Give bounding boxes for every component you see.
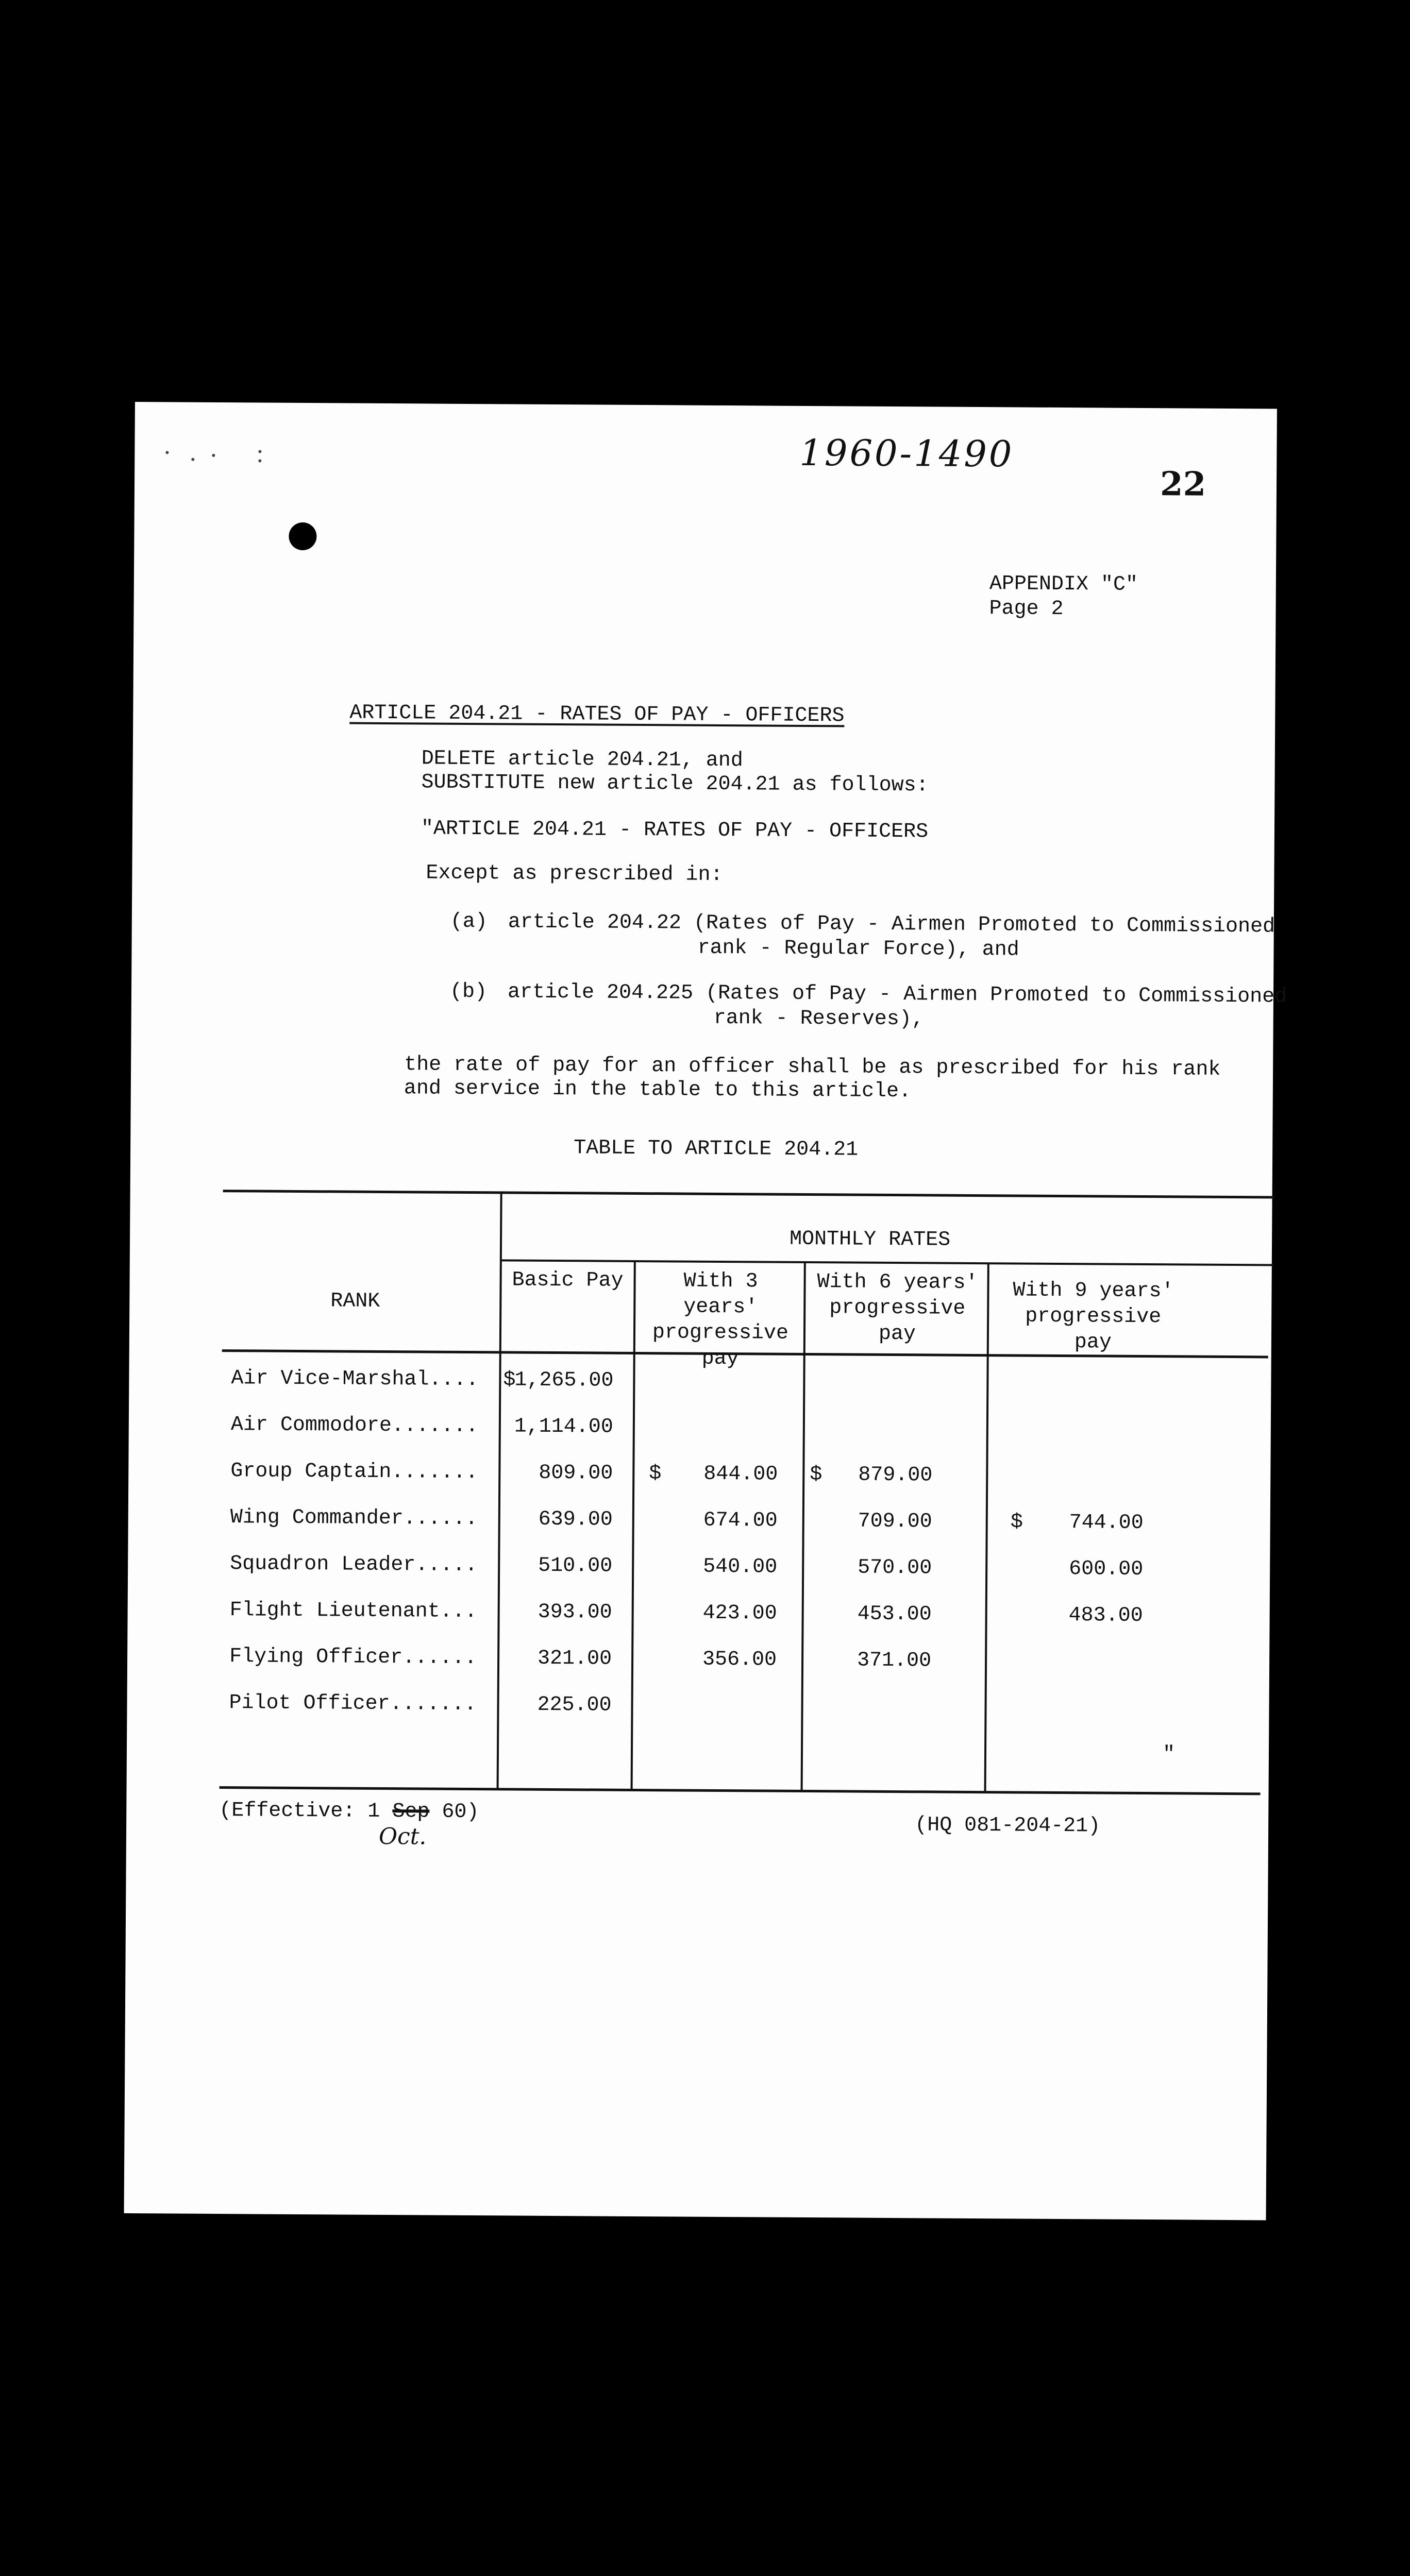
item-a-line1: article 204.22 (Rates of Pay - Airmen Promoted to Commissioned [508,910,1275,939]
quoted-article-title: "ARTICLE 204.21 - RATES OF PAY - OFFICERS [421,817,929,844]
six-years-header: With 6 years' progressive pay [817,1270,978,1346]
basic-pay-value: 1,265.00 [514,1368,614,1393]
effective-suffix: 60) [442,1800,479,1824]
effective-date [219,1799,479,1825]
rank-flight-lieutenant: Flight Lieutenant... [229,1599,477,1624]
delete-line: DELETE article 204.21, and [421,747,744,773]
six-years-value: 371.00 [857,1649,932,1673]
hq-reference: (HQ 081-204-21) [915,1814,1101,1838]
column-divider [984,1263,989,1792]
speck [212,454,215,457]
table-top-rule [223,1190,1274,1198]
item-b-marker: (b) [449,980,488,1004]
nine-years-value: 600.00 [1069,1557,1144,1581]
rank-pilot-officer: Pilot Officer....... [229,1691,477,1717]
speck [258,450,261,453]
three-years-header: With 3 years' progressive pay [652,1269,789,1371]
article-title: ARTICLE 204.21 - RATES OF PAY - OFFICERS [349,701,845,728]
item-b-line2: rank - Reserves), [713,1006,924,1031]
basic-pay-header: Basic Pay [512,1268,624,1293]
document-page [124,402,1287,2220]
six-years-value: 570.00 [858,1556,932,1580]
three-years-value: 674.00 [703,1509,778,1533]
speck [258,459,261,462]
column-divider [801,1262,806,1791]
item-a-marker: (a) [450,910,488,934]
speck [191,458,194,461]
rank-flying-officer: Flying Officer...... [229,1645,477,1670]
rank-air-vice-marshal: Air Vice-Marshal.... [231,1367,479,1392]
basic-pay-value: 510.00 [538,1554,613,1578]
paragraph-line1: the rate of pay for an officer shall be as prescribed for his rank [404,1053,1221,1081]
three-years-value: 423.00 [702,1601,777,1625]
table-bottom-rule [220,1786,1261,1795]
three-years-value: 356.00 [702,1648,777,1672]
nine-years-value: 483.00 [1068,1604,1143,1628]
rank-squadron-leader: Squadron Leader..... [230,1552,478,1578]
monthly-rates-rule [501,1259,1274,1266]
three-years-value: 844.00 [703,1462,778,1486]
six-years-value: 709.00 [858,1510,932,1534]
appendix-page: Page 2 [989,597,1064,621]
item-a-line2: rank - Regular Force), and [697,936,1019,962]
column-divider [631,1261,636,1790]
except-line: Except as prescribed in: [426,861,723,887]
appendix-label: APPENDIX "C" [989,572,1138,597]
basic-pay-value: 809.00 [539,1461,613,1485]
basic-pay-value: 393.00 [538,1600,612,1624]
currency-sign: $ [810,1463,822,1487]
page-number: 22 [1160,465,1206,504]
currency-sign: $ [503,1368,516,1392]
paragraph-line2: and service in the table to this article. [404,1077,912,1104]
effective-prefix: (Effective: 1 [219,1799,380,1823]
table-title: TABLE TO ARTICLE 204.21 [574,1137,859,1162]
rank-wing-commander: Wing Commander...... [230,1506,478,1531]
six-years-value: 453.00 [857,1602,932,1626]
closing-quote: " [1162,1743,1176,1767]
handwritten-reference: 1960-1490 [799,431,1014,476]
handwritten-month: Oct. [378,1823,427,1850]
nine-years-header: With 9 years' progressive pay [1013,1279,1174,1354]
six-years-value: 879.00 [858,1463,933,1487]
punch-hole [289,522,316,550]
basic-pay-value: 225.00 [537,1693,612,1717]
rank-header: RANK [330,1290,380,1313]
basic-pay-value: 639.00 [538,1507,613,1532]
column-divider [497,1191,502,1789]
rank-air-commodore: Air Commodore....... [230,1413,479,1438]
three-years-value: 540.00 [703,1555,778,1579]
substitute-line: SUBSTITUTE new article 204.21 as follows: [421,771,929,798]
rank-group-captain: Group Captain....... [230,1460,478,1485]
basic-pay-value: 1,114.00 [514,1415,613,1439]
struck-month: Sep [392,1800,430,1824]
currency-sign: $ [1010,1511,1023,1534]
currency-sign: $ [649,1462,662,1486]
speck [165,451,169,454]
nine-years-value: 744.00 [1069,1511,1144,1535]
item-b-line1: article 204.225 (Rates of Pay - Airmen Promoted to Commissioned [507,980,1287,1009]
basic-pay-value: 321.00 [537,1647,612,1671]
monthly-rates-header: MONTHLY RATES [789,1227,951,1252]
